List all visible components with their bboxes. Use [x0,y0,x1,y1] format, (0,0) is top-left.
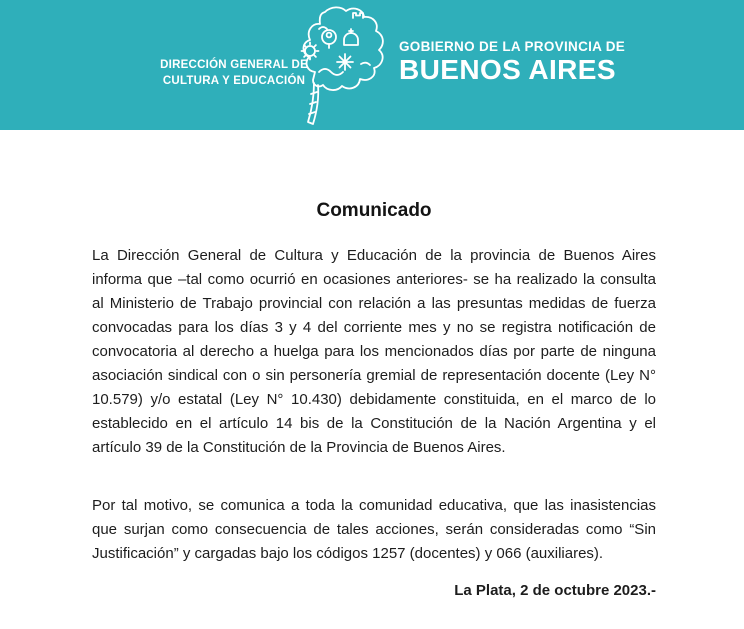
dgce-title-line1: DIRECCIÓN GENERAL DE [160,59,308,71]
gov-title-line1: GOBIERNO DE LA PROVINCIA DE [399,39,626,54]
document-body [0,130,744,603]
dgce-title [160,57,308,89]
gov-title [399,39,625,85]
paragraph-1: La Dirección General de Cultura y Educación de la provincia de Buenos Aires informa que –tal como ocurrió en ocasiones anteriores- se ha realizado la consulta al Ministerio de Trabajo provincial con relación a las presuntas medidas de fuerza convocadas para los días 3 y 4 del corriente mes y no se registra notificación de convocatoria al derecho a huelga para los mencionados días por parte de ninguna asociación sindical con o sin personería gremial de representación docente (Ley N° 10.579) y/o estatal (Ley N° 10.430) debidamente constituida, en el marco de lo establecido en el artículo 14 bis de la Constitución de la Nación Argentina y el artículo 39 de la Constitución de la Provincia de Buenos Aires. [92,247,656,456]
buenos-aires-province-logo-icon [289,4,389,128]
dateline: La Plata, 2 de octubre 2023.- [454,582,656,599]
header-band [0,0,744,130]
gov-title-line2: BUENOS AIRES [399,54,616,85]
paragraph-2: Por tal motivo, se comunica a toda la comunidad educativa, que las inasistencias que surjan como consecuencia de tales acciones, serán consideradas como “Sin Justificación” y cargadas bajo los códigos 1257 (docentes) y 066 (auxiliares). [92,497,656,562]
page-title: Comunicado [316,200,432,221]
dgce-title-line2: CULTURA Y EDUCACIÓN [162,75,306,87]
